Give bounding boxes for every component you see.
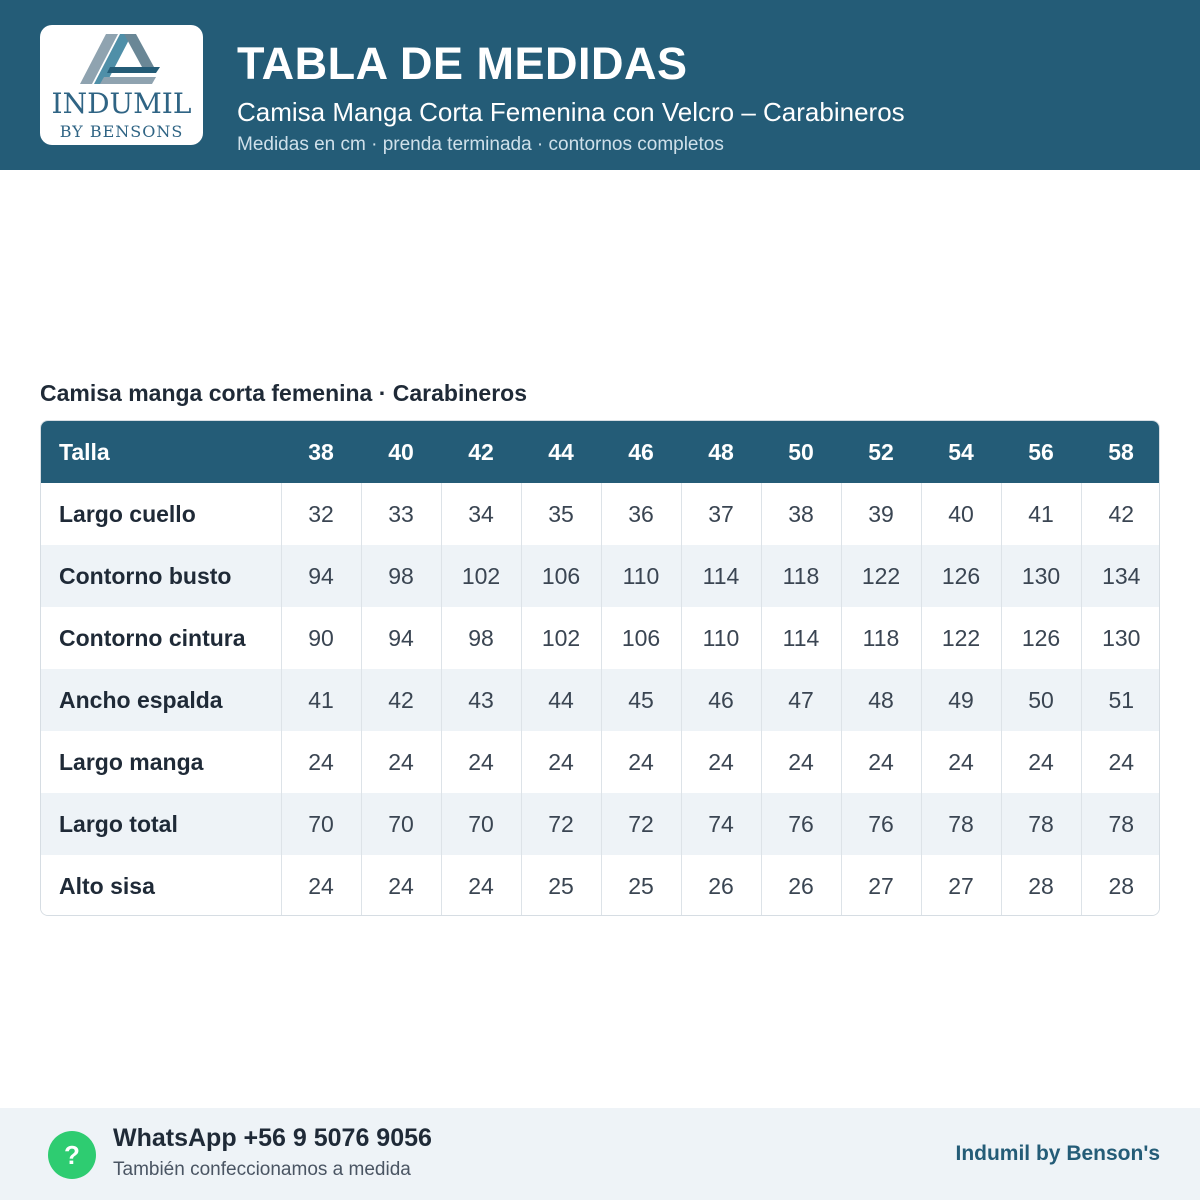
measurement-cell: 24 <box>361 855 441 916</box>
measurement-cell: 72 <box>521 793 601 855</box>
row-label: Largo total <box>59 810 178 837</box>
row-label: Largo cuello <box>59 500 196 527</box>
measurement-cell: 76 <box>841 793 921 855</box>
measurement-cell: 24 <box>841 731 921 793</box>
table-row <box>41 607 1160 669</box>
measurement-cell: 43 <box>441 669 521 731</box>
measurement-cell: 51 <box>1081 669 1160 731</box>
measurement-cell: 41 <box>1001 483 1081 545</box>
size-header-54: 54 <box>948 438 974 465</box>
measurement-cell: 26 <box>761 855 841 916</box>
help-icon: ? <box>48 1131 96 1179</box>
measurement-cell: 33 <box>361 483 441 545</box>
measurement-cell: 42 <box>361 669 441 731</box>
size-header-48: 48 <box>708 438 734 465</box>
measurement-cell: 24 <box>681 731 761 793</box>
measurement-cell: 25 <box>601 855 681 916</box>
whatsapp-contact[interactable]: WhatsApp +56 9 5076 9056 <box>113 1124 432 1152</box>
measurement-cell: 76 <box>761 793 841 855</box>
measurement-cell: 27 <box>841 855 921 916</box>
table-header-row <box>41 421 1160 483</box>
measurement-cell: 41 <box>281 669 361 731</box>
measurement-cell: 98 <box>361 545 441 607</box>
measurement-cell: 24 <box>361 731 441 793</box>
measurement-cell: 46 <box>681 669 761 731</box>
measurement-cell: 50 <box>1001 669 1081 731</box>
measurement-cell: 122 <box>921 607 1001 669</box>
table-title: Camisa manga corta femenina · Carabineros <box>40 380 527 406</box>
measurement-cell: 118 <box>761 545 841 607</box>
table-row <box>41 793 1160 855</box>
measurement-cell: 98 <box>441 607 521 669</box>
measurement-cell: 27 <box>921 855 1001 916</box>
measurement-cell: 40 <box>921 483 1001 545</box>
header-banner <box>0 0 1200 170</box>
logo-mark-icon <box>80 29 162 89</box>
size-header-52: 52 <box>868 438 894 465</box>
measurement-cell: 24 <box>441 731 521 793</box>
measurement-cell: 126 <box>921 545 1001 607</box>
measurement-cell: 24 <box>1081 731 1160 793</box>
size-header-44: 44 <box>548 438 574 465</box>
measurement-cell: 42 <box>1081 483 1160 545</box>
measurement-cell: 114 <box>681 545 761 607</box>
size-header-50: 50 <box>788 438 814 465</box>
row-label: Contorno cintura <box>59 624 246 651</box>
measurement-cell: 102 <box>441 545 521 607</box>
table-row <box>41 483 1160 545</box>
row-label: Largo manga <box>59 748 204 775</box>
measurement-cell: 70 <box>441 793 521 855</box>
row-label: Alto sisa <box>59 872 155 899</box>
measurement-cell: 24 <box>281 731 361 793</box>
measurement-cell: 25 <box>521 855 601 916</box>
measurement-cell: 32 <box>281 483 361 545</box>
measurement-cell: 78 <box>1081 793 1160 855</box>
measurement-cell: 78 <box>921 793 1001 855</box>
table-row <box>41 669 1160 731</box>
measurement-cell: 122 <box>841 545 921 607</box>
table-row <box>41 855 1160 916</box>
units-note: Medidas en cm · prenda terminada · contornos completos <box>237 134 724 155</box>
measurement-cell: 126 <box>1001 607 1081 669</box>
table-body <box>41 483 1160 916</box>
measurement-cell: 110 <box>681 607 761 669</box>
size-header-56: 56 <box>1028 438 1054 465</box>
brand-name: Indumil by Benson's <box>955 1142 1160 1165</box>
measurement-cell: 24 <box>441 855 521 916</box>
measurement-cell: 130 <box>1001 545 1081 607</box>
measurement-cell: 78 <box>1001 793 1081 855</box>
measurement-cell: 37 <box>681 483 761 545</box>
measurement-cell: 45 <box>601 669 681 731</box>
size-header-40: 40 <box>388 438 414 465</box>
size-header-38: 38 <box>308 438 334 465</box>
measurement-cell: 26 <box>681 855 761 916</box>
row-label: Ancho espalda <box>59 686 223 713</box>
measurement-cell: 110 <box>601 545 681 607</box>
measurement-cell: 24 <box>281 855 361 916</box>
measurement-cell: 94 <box>361 607 441 669</box>
measurement-cell: 102 <box>521 607 601 669</box>
measurement-cell: 130 <box>1081 607 1160 669</box>
custom-made-note: También confeccionamos a medida <box>113 1159 411 1180</box>
measurement-cell: 24 <box>521 731 601 793</box>
measurement-cell: 34 <box>441 483 521 545</box>
size-header-42: 42 <box>468 438 494 465</box>
measurement-cell: 28 <box>1001 855 1081 916</box>
measurement-cell: 74 <box>681 793 761 855</box>
measurement-cell: 94 <box>281 545 361 607</box>
measurement-cell: 106 <box>601 607 681 669</box>
measurement-cell: 24 <box>761 731 841 793</box>
size-header-46: 46 <box>628 438 654 465</box>
measurement-cell: 24 <box>921 731 1001 793</box>
row-label: Contorno busto <box>59 562 232 589</box>
measurement-cell: 49 <box>921 669 1001 731</box>
measurement-cell: 36 <box>601 483 681 545</box>
measurement-cell: 90 <box>281 607 361 669</box>
table-row <box>41 731 1160 793</box>
measurement-cell: 24 <box>1001 731 1081 793</box>
logo-name: INDUMIL <box>51 87 192 120</box>
measurement-cell: 118 <box>841 607 921 669</box>
measurement-cell: 39 <box>841 483 921 545</box>
measurement-cell: 44 <box>521 669 601 731</box>
measurement-cell: 106 <box>521 545 601 607</box>
measurement-cell: 70 <box>281 793 361 855</box>
measurement-cell: 35 <box>521 483 601 545</box>
measurement-cell: 38 <box>761 483 841 545</box>
measurement-cell: 72 <box>601 793 681 855</box>
size-header-58: 58 <box>1108 438 1134 465</box>
page-subtitle: Camisa Manga Corta Femenina con Velcro – Carabineros <box>237 97 905 127</box>
size-table <box>40 420 1160 916</box>
measurement-cell: 114 <box>761 607 841 669</box>
measurement-cell: 70 <box>361 793 441 855</box>
page-title: TABLA DE MEDIDAS <box>237 38 688 89</box>
table-corner-label: Talla <box>59 438 110 465</box>
logo <box>40 25 203 145</box>
measurement-cell: 134 <box>1081 545 1160 607</box>
footer <box>0 1108 1200 1200</box>
measurement-cell: 47 <box>761 669 841 731</box>
measurement-cell: 28 <box>1081 855 1160 916</box>
logo-subtitle: BY BENSONS <box>59 122 184 141</box>
measurement-cell: 24 <box>601 731 681 793</box>
table-row <box>41 545 1160 607</box>
measurement-cell: 48 <box>841 669 921 731</box>
